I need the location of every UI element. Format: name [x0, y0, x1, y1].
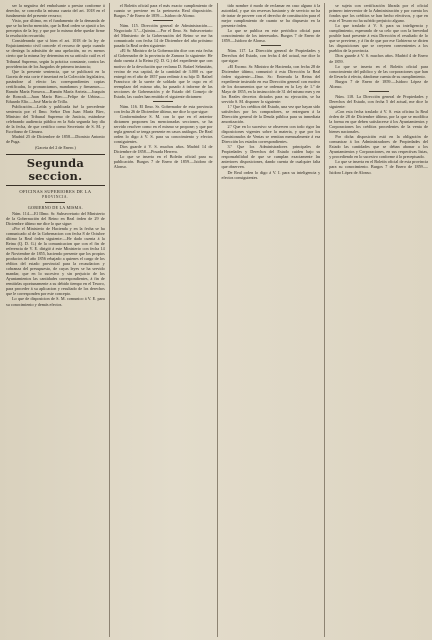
paragraph: Que la presente sentencia, que se publicará en la Gaceta de esta corte é insertará en la Colección legislativa, pasándose al efecto las correspondientes copias certificadas, lo pronunciamos, mandamos y firmamos.—Ramón María Fonseca.—Ramón María Arrieta.—Joaquín de Roncali.—Juan María Biec.—Felipe de Urbina.—Eduardo Elío.—José María de Trilla. [6, 68, 105, 104]
paragraph: ser la negativa del embolsante a prestar conforme á derecho, se concedía la misma cuarta del art. 1018 en el fundamento del presente recurso; [6, 3, 105, 19]
divider [153, 20, 173, 21]
column-4 [324, 3, 428, 637]
divider [153, 101, 173, 102]
paragraph: Núm. 118. La Dirección general de Propiedades y Derechos del Estado, con fecha 5 del actual, me dice lo siguiente: [329, 93, 428, 109]
divider [45, 202, 65, 203]
paragraph: «Por el Ministerio de Hacienda y en la fecha se ha comunicado al de la Gobernacion con fecha 8 de Octubre último la Real órden siguiente:—He dado cuenta á la Reina (Q. D. G.) de la comunicacion que con el fin de referencia de V. E. dirigió á este Ministerio con fecha 14 de Noviembre de 1855, haciendo presente que los propios productos del año 1856 rebajado a quienes el cargo de los rèditos del estado provincial para la recaudacion y cobranza del presupuesto, de cuyas leyes se ha servido mandar, que en lo sucesivo y sin perjuicio de los Ayuntamientos las cantidades correspondientes, á fin de remitirlas oportunamente a su debido tiempo en el Tesoro, para proceder á su aplicacion y resultado de los derechos que le corresponden por este concepto. [6, 225, 105, 297]
paragraph: 1.º Que los créditos del Estado, una vez que hayan sido satisfechos por los compradores, se entreguen á la Dirección general de la Deuda pública para su inmediata amortización. [221, 103, 321, 125]
paragraph: Lo que se inserta en el Boletín oficial para conocimiento del público y de las corporaciones que han de llevarlo á efecto, dándome cuenta de su cumplimiento. [329, 63, 428, 79]
paragraph: «Con esta fecha traslado á V. S. esta oficina la Real órden de 28 de Diciembre último, por la que se modifica la forma en que deben satisfacerse á los Ayuntamientos y Corporaciones los créditos procedentes de la venta de bienes nacionales. [329, 108, 428, 135]
column-1 [6, 3, 105, 637]
section-rule-bottom [6, 185, 105, 186]
paragraph: Dios guarde á V. S. muchos años. Madrid 14 de Diciembre de 1858.—Posada Herrera. [113, 144, 213, 155]
paragraph: Lo que de disposicion de S. M. comunico á V. E. para su conocimiento y demás efectos. [6, 296, 105, 307]
government-heading: GOBIERNO DE LA MISMA. [27, 204, 83, 210]
paragraph: Lo que se inserta en el Boletín oficial de esta provincia para su conocimiento. Burgos 7 de Enero de 1859.—Isidoro López de Alonso. [329, 159, 428, 175]
paragraph: Núm. 115. Dirección general de Administración.—Negociado 3.º—Quintas.—Por el Ilmo. Sr. Subsecretario del Ministerio de la Gobernación del Reino se me ha comunicado con fecha 14 de Diciembre del año próximo pasado la Real orden siguiente: [113, 23, 213, 49]
paragraph: 3.º Que los Administradores principales de Propiedades y Derechos del Estado cuiden bajo su responsabilidad de que se cumplan exactamente las anteriores disposiciones, dando cuenta de cualquier falta que observen. [221, 144, 321, 170]
paragraph: De Real orden lo digo á V. I. para su inteligencia y efectos consiguientes. [221, 169, 321, 180]
paragraph: Considerando que si bien el art. 1018 de la ley de Enjuiciamiento civil concede el recurso de queja cuando se deniega la admisión de una apelación, no es menos cierto que la misma ley determina en su artículo cuál es el Tribunal Supremo, según la práctica constante, contra las providencias de los Juzgados de primera instancia; [6, 38, 105, 69]
paragraph: Por dicha disposición está en la obligación de comunicar á los Administradores de Propiedades del Estado las cantidades que se deban abonar a los Ayuntamientos y Corporaciones, en sus respectivas listas, y procediendo en lo sucesivo conforme á lo preceptuado. [329, 134, 428, 160]
paragraph: Núm. 116. El Ilmo. Sr. Gobernador de esta provincia con fecha 26 de Diciembre último, me dice lo que sigue: [113, 103, 213, 114]
divider [369, 91, 389, 92]
paragraph: Núm. 117. La Dirección general de Propiedades y Derechos del Estado, con fecha 4 del actual, me dice lo que sigue: [221, 48, 321, 64]
section-subtitle: OFICINAS SUPERIORES DE LA [19, 189, 92, 195]
paragraph: el Boletín oficial para el más exacto cumplimiento de cuanto se previene en la preinserta Real disposición. Burgos 7 de Enero de 1859.—Isidoro de Alonso. [113, 3, 213, 19]
paragraph: se sujeta con certificación librada por el oficial primero interventor de la Administración y por cuenta los fondos que los créditos se han hecho efectivos, y que en esto el Tesoro no ha sufrido perjuicio alguno. [329, 3, 428, 24]
paragraph: Publicación.—Leída y publicada fué la precedente sentencia por el Ilmo. Señor Don Juan María Biec, Ministro del Tribunal Supremo de Justicia, estándose celebrando audiencia pública en la Sala segunda hoy día de la fecha, de que certifico como Secretario de S. M. y Escribano de Cámara. [6, 103, 105, 135]
paragraph: «El Excmo. Sr. Ministro de Hacienda, con fecha 28 de Diciembre último, comunicó á esta Dirección la Real órden siguiente:—Ilmo. Sr.: Enterada la Reina del expediente instruido en esa Dirección general con motivo de los documentos que se ordenan en la Ley de 1.º de Mayo de 1855, en la instrucción de 31 del mismo mes y en los Reales decretos dictados para su ejecución, se ha servido S. M. disponer lo siguiente: [221, 63, 321, 104]
paragraph: Lo que se publica en este periódico oficial para conocimiento de los interesados. Burgos 7 de Enero de 1859.—Isidoro de Alonso. [221, 28, 321, 44]
column-3 [217, 3, 321, 637]
paragraph: Conformándose S. M. con lo que en el anterior dictamen proponen las mencionadas secciones, se ha servido resolver como en el mismo se propone; y que por regla general se tenga presente en casos análogos. De Real orden lo digo á V. S. para su conocimiento y efectos consiguientes. [113, 113, 213, 145]
paragraph: Madrid 25 de Diciembre de 1858.—Dionisio Antonio de Puga. [6, 134, 105, 145]
divider [261, 45, 281, 46]
paragraph: Visto, por último, en el fundamento de la demanda de que se ha hecho mención, que la Real orden se ajustó a los preceptos de la ley, y que por lo mismo debe quedar firme la resolución recurrida; [6, 18, 105, 39]
paragraph: «El Sr. Ministro de la Gobernación dice con esta fecha al Gobernador de la provincia de Zamora lo siguiente: He dado cuenta á la Reina (Q. D. G.) del expediente que con motivo de la devolución que reclama D. Rafael Sebastián, vecino de esa capital, de la cantidad de 3.000 rs. que entregó en el año de 1857 para redimir á su hijo D. Rafael Francisco de la suerte de soldado que le cupo en el reemplazo del mismo año, ha pasado á informe de las secciones de Gobernación y de Estado del Consejo de Estado, las cuales han emitido el siguiente dictamen: [113, 48, 213, 99]
column-2 [109, 3, 213, 637]
paragraph: Dios guarde á V. S. muchos años. Madrid 4 de Enero de 1859. [329, 53, 428, 64]
paragraph: tido nombre ó modo de reclamar en caso alguno á la autoridad, y que sin reservas bastante y de servicio no ha de tratar de proveer con el derecho de constitución para el mejor cumplimiento de cuanto se ha dispuesto en la presente órden. [221, 3, 321, 29]
paragraph: Lo que se inserta en el Boletín oficial para su publicación. Burgos 7 de Enero de 1859.—Isidoro de Alonso. [113, 154, 213, 170]
section-subtitle-small: PROVINCIA. [42, 194, 69, 199]
section-title: Segunda seccion. [26, 156, 85, 184]
section-rule-top [6, 154, 105, 155]
paragraph: Núm. 114.—El Illmo. Sr. Subsecretario del Ministerio de la Gobernación del Reino en Real órden de 29 de Diciembre último me dice lo que sigue: [6, 210, 105, 226]
paragraph: Burgos 7 de Enero de 1859.—Isidoro López de Alonso. [329, 78, 428, 89]
paragraph: 2.º Que en lo sucesivo se observen con todo rigor las disposiciones vigentes sobre la materia, y que por los Comisionados de Ventas se remitan mensualmente á esa Dirección los estados correspondientes. [221, 124, 321, 145]
gazette-reference: (Gaceta del 2 de Enero.) [34, 145, 76, 151]
paragraph: Lo que traslado á V. S. para su inteligencia y cumplimiento, esperando de su celo que con la brevedad posible hará presente á esta Dirección el resultado de lo que se previene, y á fin de que por ese Gobierno se dicten las disposiciones que se creyeren convenientes a los pueblos de la provincia. [329, 23, 428, 54]
